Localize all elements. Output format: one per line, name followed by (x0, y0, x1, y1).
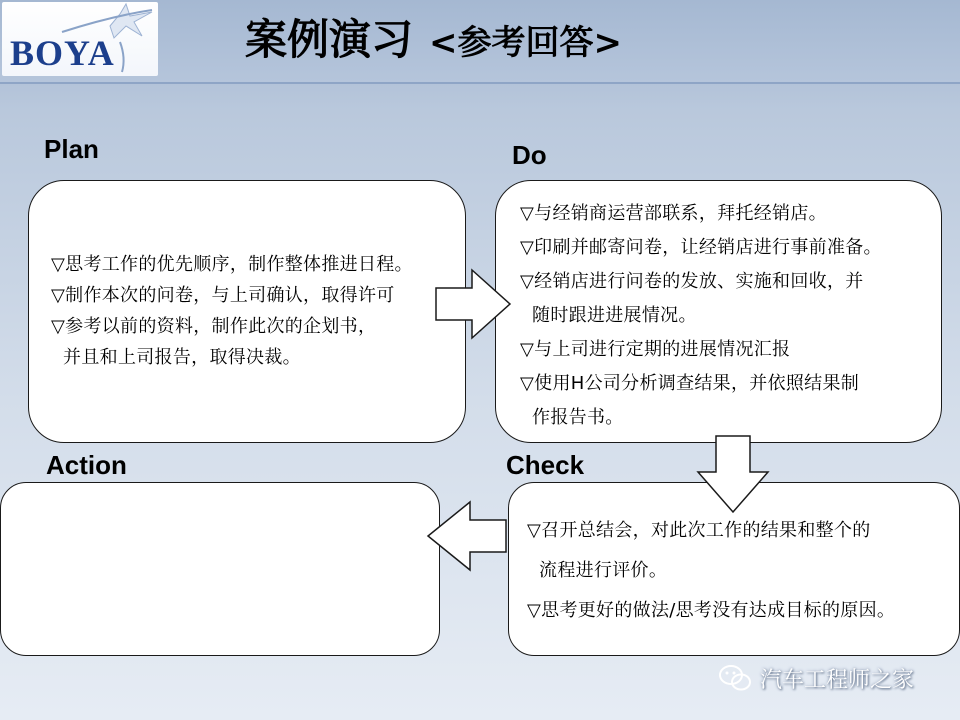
watermark (718, 663, 914, 693)
do-list (520, 197, 882, 435)
do-item: ▽与上司进行定期的进展情况汇报 (520, 339, 791, 360)
arrow-down-icon (698, 434, 770, 514)
arrow-right-icon (434, 268, 514, 340)
do-item: ▽与经销商运营部联系，拜托经销店。 (520, 203, 827, 224)
page-title (245, 10, 622, 70)
header-rule (0, 82, 960, 84)
title-sub: <参考回答> (429, 23, 622, 63)
do-item: ▽经销店进行问卷的发放、实施和回收，并 (520, 271, 864, 292)
plan-label: Plan (44, 134, 99, 164)
check-label: Check (506, 450, 585, 480)
do-item: ▽印刷并邮寄问卷，让经销店进行事前准备。 (520, 237, 882, 258)
action-box (0, 482, 440, 656)
plan-item: ▽制作本次的问卷，与上司确认，取得许可 (51, 285, 395, 306)
check-item: ▽思考更好的做法/思考没有达成目标的原因。 (527, 600, 896, 621)
plan-item: ▽思考工作的优先顺序，制作整体推进日程。 (51, 254, 413, 275)
do-box (495, 180, 942, 443)
do-item: 随时跟进进展情况。 (520, 305, 697, 326)
plan-item: ▽参考以前的资料，制作此次的企划书， (51, 316, 377, 337)
watermark-text: 汽车工程师之家 (760, 667, 915, 693)
plan-item: 并且和上司报告，取得决裁。 (51, 347, 301, 368)
arrow-left-icon (424, 500, 508, 572)
boya-logo (2, 2, 158, 76)
do-label: Do (512, 140, 547, 170)
check-list (527, 511, 895, 631)
logo-text: BOYA (10, 33, 115, 73)
wechat-icon (718, 663, 752, 693)
check-item: ▽召开总结会，对此次工作的结果和整个的 (527, 520, 871, 541)
plan-list (51, 249, 413, 373)
do-item: 作报告书。 (520, 407, 624, 428)
plan-box (28, 180, 466, 443)
do-item: ▽使用H公司分析调查结果，并依照结果制 (520, 373, 860, 394)
title-main: 案例演习 (245, 15, 414, 64)
action-label: Action (46, 450, 127, 480)
check-item: 流程进行评价。 (527, 560, 668, 581)
